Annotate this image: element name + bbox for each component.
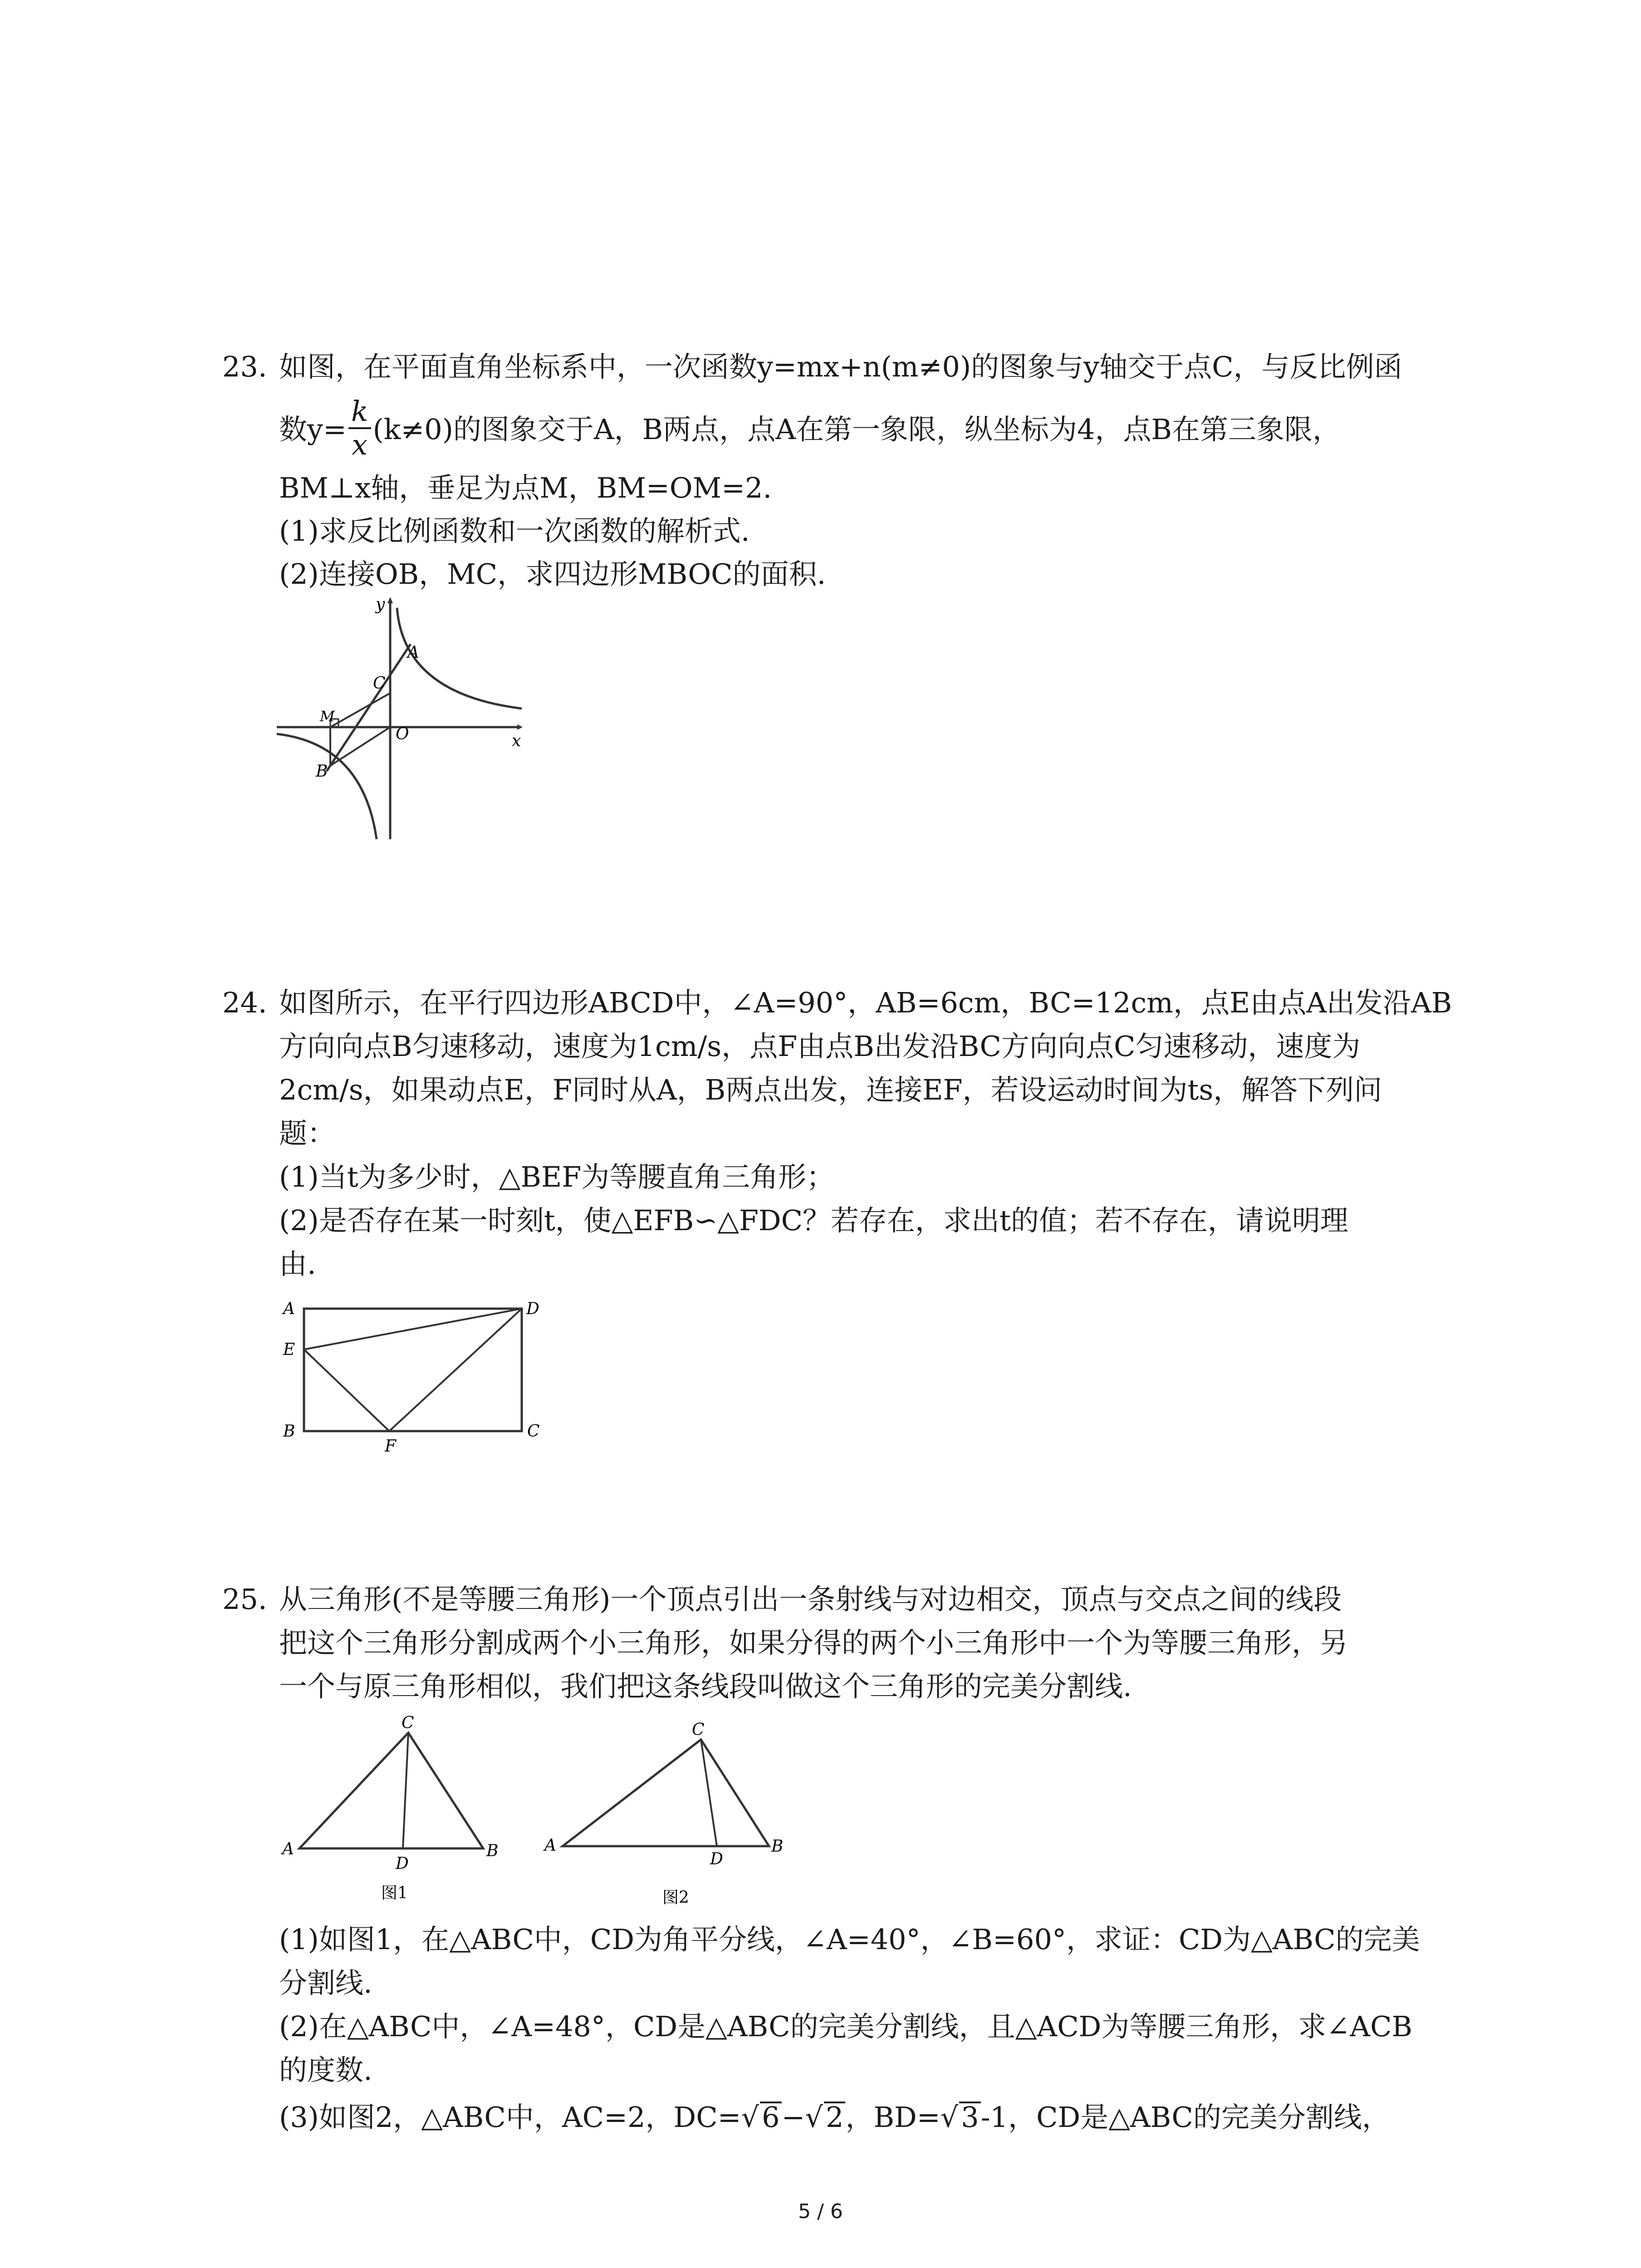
segment-ed [304,1309,522,1349]
problem-text-line: 题： [279,1117,336,1150]
y-axis-arrow [387,597,393,603]
problem-text-line: BM⊥x轴，垂足为点M，BM=OM=2. [279,471,772,504]
sub-question-2-continued: 由. [279,1247,316,1281]
fraction-numerator: k [348,396,371,429]
sqrt-symbol: √ [805,2101,823,2134]
problem-number: 25. [222,1583,267,1616]
problem-text-line: 如图，在平面直角坐标系中，一次函数y=mx+n(m≠0)的图象与y轴交于点C，与反比例函 [279,350,1402,383]
point-e-label: E [283,1340,295,1359]
figure-q25-fig2-triangle [535,1715,789,1905]
text-fragment: -1，CD是△ABC的完美分割线， [980,2101,1390,2134]
sub-question-1-continued: 分割线. [279,1966,372,1999]
text-fragment: (3)如图2，△ABC中，AC=2，DC= [279,2101,741,2134]
point-b-label: B [771,1837,784,1856]
text-fragment: (k≠0)的图象交于A，B两点，点A在第一象限，纵坐标为4，点B在第三象限， [372,413,1341,446]
sub-question-2: (2)是否存在某一时刻t，使△EFB∽△FDC？若存在，求出t的值；若不存在，请说明理 [279,1204,1348,1237]
point-b-label: B [486,1842,499,1860]
sqrt-symbol: √ [940,2101,959,2134]
sub-question-2-continued: 的度数. [279,2053,372,2087]
sqrt-symbol: √ [741,2101,759,2134]
problem-text-line: 从三角形(不是等腰三角形)一个顶点引出一条射线与对边相交，顶点与交点之间的线段 [279,1583,1342,1616]
point-a-label: A [283,1300,295,1318]
problem-number: 23. [222,350,267,383]
sqrt-radicand-3: 3 [959,2102,980,2131]
point-m-label: M [320,708,335,725]
figure-q25-fig1-triangle [277,1715,513,1905]
segment-cd [701,1740,717,1846]
sub-question-2: (2)在△ABC中，∠A=48°，CD是△ABC的完美分割线，且△ACD为等腰三角形，求∠ACB [279,2010,1413,2043]
point-b-label: B [283,1422,295,1441]
sqrt-radicand-2: 2 [824,2102,845,2131]
point-a-label: A [282,1840,294,1858]
sqrt-radicand-6: 6 [760,2102,781,2131]
point-c-label: C [692,1721,705,1739]
point-d-label: D [396,1854,409,1873]
page-number: 5 / 6 [798,2200,843,2223]
x-axis-arrow [517,724,523,730]
point-b-label: B [316,762,328,781]
fraction-denominator: x [352,428,368,461]
problem-text-line: 一个与原三角形相似，我们把这条线段叫做这个三角形的完美分割线. [279,1670,1132,1703]
x-axis-label: x [512,732,521,750]
text-fragment: 数y= [279,413,347,446]
hyperbola-branch-q3 [277,734,377,839]
point-c-label: C [373,674,386,693]
sub-question-3 [279,2101,1390,2134]
figure-caption: 图1 [381,1884,408,1902]
problem-text-line: 方向向点B匀速移动，速度为1cm/s，点F由点B出发沿BC方向向点C匀速移动，速度为 [279,1030,1361,1063]
triangle-abc [563,1740,769,1846]
point-o-label: O [396,725,409,743]
point-d-label: D [526,1300,539,1318]
minus-sign: − [781,2101,805,2134]
problem-number: 24. [222,986,267,1019]
sub-question-2: (2)连接OB，MC，求四边形MBOC的面积. [279,557,826,591]
point-a-label: A [544,1836,556,1855]
figure-q23-coordinate-graph [272,590,526,844]
problem-text-line: 把这个三角形分割成两个小三角形，如果分得的两个小三角形中一个为等腰三角形，另 [279,1626,1348,1659]
sub-question-1: (1)求反比例函数和一次函数的解析式. [279,514,750,547]
text-fragment: ，BD= [845,2101,941,2134]
segment-cd [403,1733,408,1848]
y-axis-label: y [376,595,385,614]
figure-caption: 图2 [662,1888,689,1905]
sub-question-1: (1)如图1，在△ABC中，CD为角平分线，∠A=40°，∠B=60°，求证：CD为△ABC的完美 [279,1923,1420,1956]
segment-ef [304,1349,389,1431]
point-a-label: A [407,643,419,662]
fraction-k-over-x [348,396,371,461]
problem-text-line: 如图所示，在平行四边形ABCD中，∠A=90°，AB=6cm，BC=12cm，点E由点A出发沿AB [279,986,1452,1019]
sub-question-1: (1)当t为多少时，△BEF为等腰直角三角形； [279,1160,835,1193]
segment-ob [330,727,390,766]
point-c-label: C [402,1715,414,1732]
rectangle-abcd [304,1309,522,1431]
point-d-label: D [710,1850,723,1868]
segment-fd [389,1309,522,1431]
point-c-label: C [527,1422,540,1441]
linear-function-line [327,644,411,771]
problem-text-line: 2cm/s，如果动点E，F同时从A，B两点出发，连接EF，若设运动时间为ts，解答下列问 [279,1073,1382,1106]
figure-q24-rectangle [277,1295,558,1458]
triangle-abc [299,1733,483,1848]
problem-text-line [279,395,1341,464]
point-f-label: F [385,1437,396,1456]
